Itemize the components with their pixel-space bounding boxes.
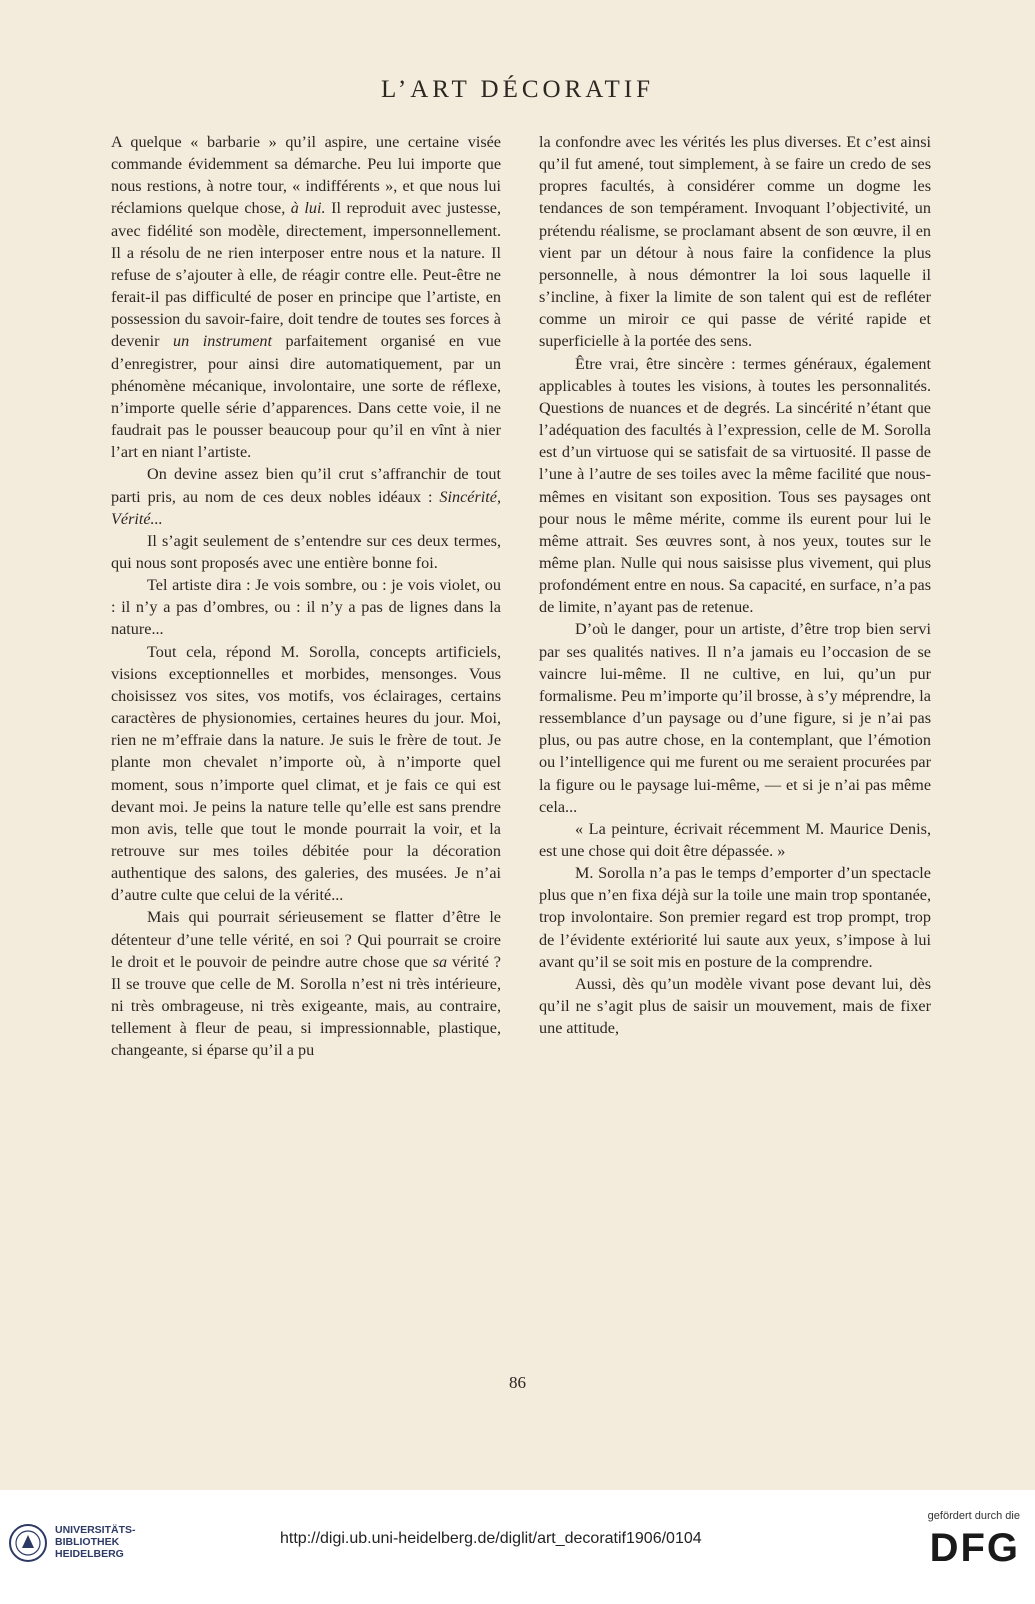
paragraph: Il s’agit seulement de s’entendre sur ces deux termes, qui nous sont proposés avec une entière bonne foi.	[111, 531, 501, 572]
paragraph: « La peinture, écrivait récemment M. Maurice Denis, est une chose qui doit être dépassée. »	[539, 819, 931, 860]
running-title: L’ART DÉCORATIF	[380, 76, 655, 103]
page-number: 86	[509, 1373, 526, 1392]
paragraph: Tel artiste dira : Je vois sombre, ou : je vois violet, ou : il n’y a pas d’ombres, ou : il n’y a pas de lignes dans la nature...	[111, 576, 501, 639]
paragraph: Mais qui pourrait sérieusement se flatter d’être le détenteur d’une telle vérité, en soi ? Qui pourrait se croire le droit et le pouvoir de peindre autre chose que sa vérité ? Il se trouve que celle de M. Sorolla n’est ni très intérieure, ni très ombrageuse, ni très exigeante, mais, au contraire, tellement à fleur de peau, si impressionnable, plastique, changeante, si éparse qu’il a pu	[111, 908, 501, 1060]
footer-bar	[0, 1490, 1035, 1604]
paragraph: Aussi, dès qu’un modèle vivant pose devant lui, dès qu’il ne s’agit plus de saisir un mouvement, mais de fixer une attitude,	[539, 974, 931, 1038]
university-seal-icon	[8, 1523, 48, 1563]
dfg-logo: DFG	[929, 1526, 1020, 1570]
paragraph: Être vrai, être sincère : termes généraux, également applicables à toutes les visions, à toutes les personnalités. Questions de nuances et de degrés. La sincérité n’étant que l’adéquation des facultés à l’expression, celle de M. Sorolla est d’un virtuose qui se satisfait de sa virtuosité. Il passe de l’une à l’autre de ses toiles avec la même facilité que nous-mêmes en visitant son exposition. Tous ses paysages ont pour nous le même mérite, comme ils eurent pour lui le même attrait. Ses œuvres sont, à nos yeux, toutes sur le même plan. Nulle qui nous saisisse plus vivement, qui plus profondément entre en nous. Sa capacité, en surface, n’a pas de limite, n’ayant pas de retenue.	[539, 354, 931, 617]
paragraph: A quelque « barbarie » qu’il aspire, une certaine visée commande évidemment sa démarche. Peu lui importe que nous restions, à notre tour, « indifférents », et que nous lui réclamions quelque chose, à lui. Il reproduit avec justesse, avec fidélité son modèle, directement, impersonnellement. Il a résolu de ne rien interposer entre nous et la nature. Il refuse de s’ajouter à elle, de réagir contre elle. Peut-être ne ferait-il pas difficulté de poser en principe que l’artiste, en possession du savoir-faire, doit tendre de toutes ses forces à devenir un instrument parfaitement organisé en vue d’enregistrer, pour ainsi dire automatiquement, par un phénomène mécanique, involontaire, une sorte de réflexe, n’importe quelle série d’apparences. Dans cette voie, il ne faudrait pas le pousser beaucoup pour qu’il en vînt à nier l’art en niant l’artiste.	[111, 133, 501, 462]
paragraph: M. Sorolla n’a pas le temps d’emporter d’un spectacle plus que n’en fixa déjà sur la toile une main trop spontanée, trop involontaire. Son premier regard est trop prompt, trop de l’évidente extériorité lui saute aux yeux, s’impose à lui avant qu’il se soit mis en posture de la comprendre.	[539, 864, 931, 971]
right-column	[539, 131, 931, 1039]
paragraph: On devine assez bien qu’il crut s’affranchir de tout parti pris, au nom de ces deux nobles idéaux : Sincérité, Vérité...	[111, 465, 501, 528]
left-column	[111, 131, 501, 1062]
library-name: UNIVERSITÄTS- BIBLIOTHEK HEIDELBERG	[55, 1524, 136, 1560]
paragraph: la confondre avec les vérités les plus diverses. Et c’est ainsi qu’il fut amené, tout simplement, à se faire un credo de ses propres facultés, à considérer comme un dogme les tendances de son tempérament. Invoquant l’objectivité, un prétendu réalisme, se proclamant absent de son œuvre, il en vient par un détour à nous faire la confidence la plus personnelle, à nous démontrer la loi sous laquelle il s’incline, à fixer la limite de son talent qui est de refléter comme un miroir ce qui passe de vérité rapide et superficielle à la portée des sens.	[539, 133, 931, 351]
paragraph: D’où le danger, pour un artiste, d’être trop bien servi par ses qualités natives. Il n’a jamais eu l’occasion de se vaincre lui-même. Il ne cultive, en lui, qu’un pur formalisme. Peu m’importe qu’il brosse, à s’y méprendre, la ressemblance d’un paysage ou d’une figure, si je n’ai pas plus, ou pas autre chose, en la contemplant, que l’émotion ou l’intelligence qui me furent ou me seraient procurées par la figure ou le paysage lui-même, — et si je n’ai pas même cela...	[539, 620, 931, 816]
funded-by-label: gefördert durch die	[927, 1510, 1020, 1522]
source-url-link[interactable]: http://digi.ub.uni-heidelberg.de/diglit/art_decoratif1906/0104	[280, 1530, 702, 1547]
paragraph: Tout cela, répond M. Sorolla, concepts artificiels, visions exceptionnelles et morbides, mensonges. Vous choisissez vos sites, vos motifs, vos éclairages, certains caractères de physionomies, certaines heures du jour. Moi, rien ne m’effraie dans la nature. Je suis le frère de tout. Je plante mon chevalet n’importe où, à n’importe quel moment, sous n’importe quel climat, et je fais ce qui est devant moi. Je peins la nature telle qu’elle est sans prendre mon avis, telle que tout le monde pourrait la voir, et la retrouve sur mes toiles débitée pour la décoration authentique des salons, des galeries, des musées. Je n’ai d’autre culte que celui de la vérité...	[111, 642, 501, 905]
